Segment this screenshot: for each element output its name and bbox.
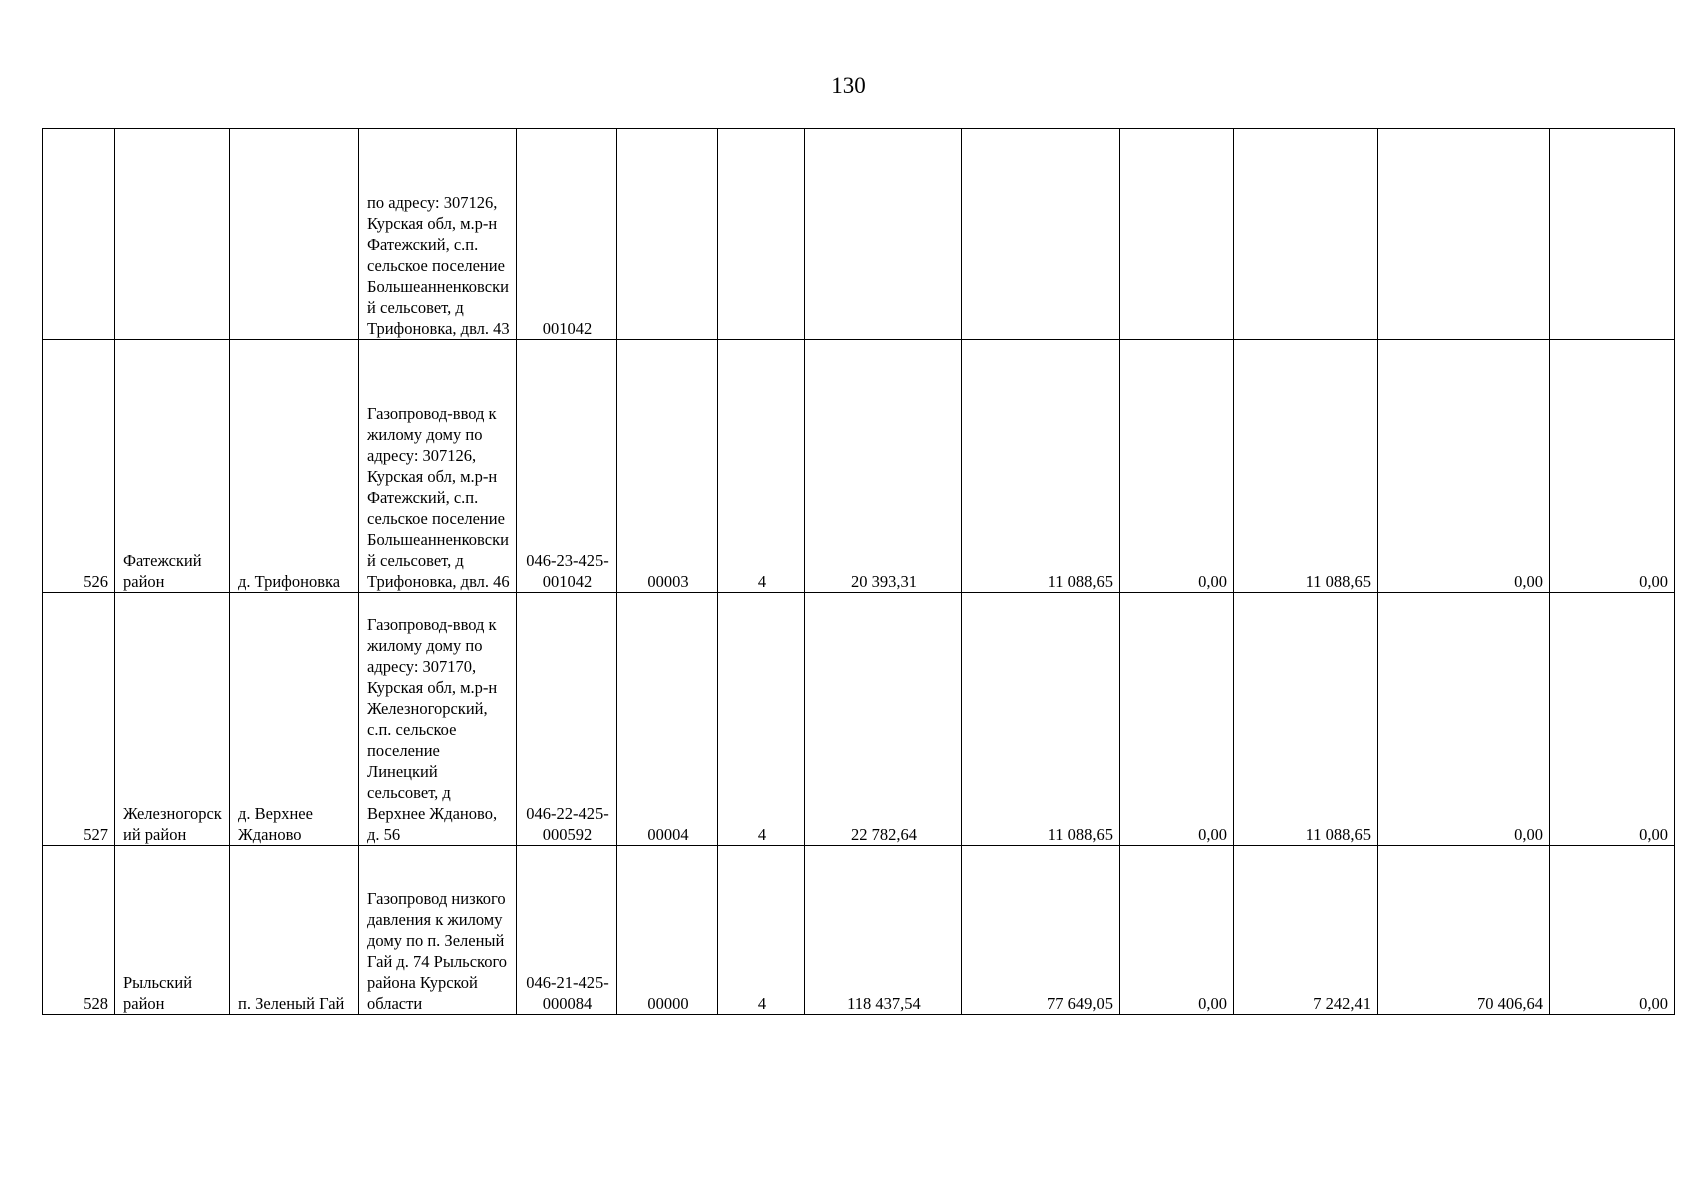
category-cell [718, 129, 805, 340]
total-cost-cell: 20 393,31 [805, 340, 962, 593]
amount-b-cell [1120, 129, 1234, 340]
amount-c-cell: 11 088,65 [1234, 593, 1378, 846]
total-cost-cell: 22 782,64 [805, 593, 962, 846]
district-cell: Железногорский район [115, 593, 230, 846]
amount-d-cell [1378, 129, 1550, 340]
district-cell: Рыльский район [115, 846, 230, 1015]
cadastral-number-cell: 001042 [517, 129, 617, 340]
cadastral-number-cell: 046-23-425-001042 [517, 340, 617, 593]
amount-d-cell: 0,00 [1378, 593, 1550, 846]
amount-a-cell: 11 088,65 [962, 340, 1120, 593]
row-number-cell: 526 [43, 340, 115, 593]
amount-c-cell [1234, 129, 1378, 340]
amount-a-cell: 11 088,65 [962, 593, 1120, 846]
amount-a-cell [962, 129, 1120, 340]
page-number: 130 [831, 73, 866, 98]
district-cell: Фатежский район [115, 340, 230, 593]
locality-cell: д. Верхнее Жданово [230, 593, 359, 846]
amount-e-cell: 0,00 [1550, 340, 1675, 593]
code-cell: 00004 [617, 593, 718, 846]
total-cost-cell: 118 437,54 [805, 846, 962, 1015]
category-cell: 4 [718, 593, 805, 846]
description-cell: Газопровод-ввод к жилому дому по адресу: 307126, Курская обл, м.р-н Фатежский, с.п. сельское поселение Большеанненковский сельсовет, д Трифоновка, двл. 46 [359, 340, 517, 593]
amount-d-cell: 70 406,64 [1378, 846, 1550, 1015]
cadastral-number-cell: 046-21-425-000084 [517, 846, 617, 1015]
code-cell [617, 129, 718, 340]
amount-c-cell: 11 088,65 [1234, 340, 1378, 593]
code-cell: 00003 [617, 340, 718, 593]
category-cell: 4 [718, 846, 805, 1015]
table-row [43, 129, 1675, 340]
locality-cell: п. Зеленый Гай [230, 846, 359, 1015]
amount-b-cell: 0,00 [1120, 340, 1234, 593]
description-cell: Газопровод-ввод к жилому дому по адресу: 307170, Курская обл, м.р-н Железногорский, с.п. сельское поселение Линецкий сельсовет, д Верхнее Жданово, д. 56 [359, 593, 517, 846]
amount-d-cell: 0,00 [1378, 340, 1550, 593]
row-number-cell [43, 129, 115, 340]
row-number-cell: 528 [43, 846, 115, 1015]
description-cell: по адресу: 307126, Курская обл, м.р-н Фатежский, с.п. сельское поселение Большеанненковский сельсовет, д Трифоновка, двл. 43 [359, 129, 517, 340]
table-row [43, 340, 1675, 593]
cadastral-number-cell: 046-22-425-000592 [517, 593, 617, 846]
amount-c-cell: 7 242,41 [1234, 846, 1378, 1015]
table-row [43, 593, 1675, 846]
amount-b-cell: 0,00 [1120, 846, 1234, 1015]
row-number-cell: 527 [43, 593, 115, 846]
code-cell: 00000 [617, 846, 718, 1015]
amount-b-cell: 0,00 [1120, 593, 1234, 846]
amount-e-cell [1550, 129, 1675, 340]
locality-cell: д. Трифоновка [230, 340, 359, 593]
district-cell [115, 129, 230, 340]
locality-cell [230, 129, 359, 340]
total-cost-cell [805, 129, 962, 340]
table-row [43, 846, 1675, 1015]
description-cell: Газопровод низкого давления к жилому дому по п. Зеленый Гай д. 74 Рыльского района Курской области [359, 846, 517, 1015]
amount-e-cell: 0,00 [1550, 593, 1675, 846]
amount-a-cell: 77 649,05 [962, 846, 1120, 1015]
registry-table [42, 128, 1675, 1015]
amount-e-cell: 0,00 [1550, 846, 1675, 1015]
category-cell: 4 [718, 340, 805, 593]
